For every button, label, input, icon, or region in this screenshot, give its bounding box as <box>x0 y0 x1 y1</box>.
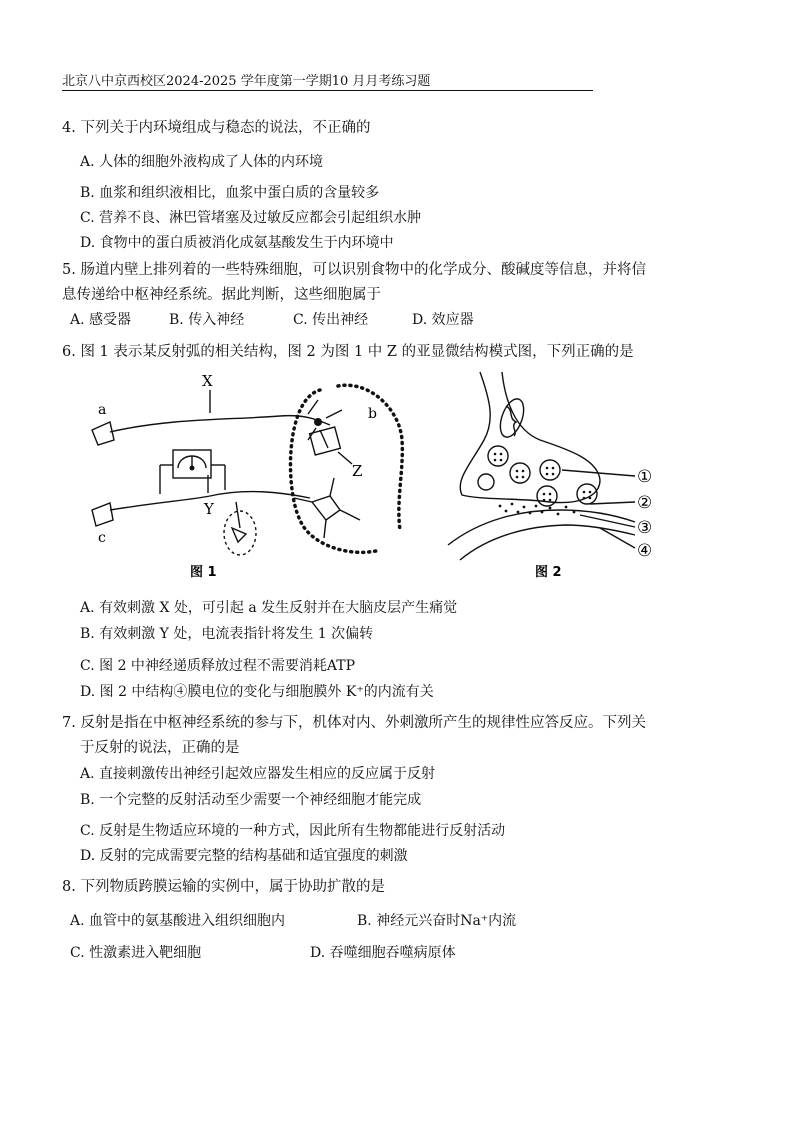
fig1-label-y: Y <box>204 500 214 518</box>
fig2-label-3: ③ <box>637 518 653 538</box>
q5-option-c: C. 传出神经 <box>293 312 369 328</box>
q6-option-d: D. 图 2 中结构④膜电位的变化与细胞膜外 K⁺的内流有关 <box>80 684 434 700</box>
fig2-label-4: ④ <box>637 541 653 561</box>
q4-stem: 4. 下列关于内环境组成与稳态的说法，不正确的 <box>62 120 371 136</box>
q8-options-row2 <box>0 946 793 964</box>
q5-option-b: B. 传入神经 <box>169 312 245 328</box>
q4-option-a: A. 人体的细胞外液构成了人体的内环境 <box>80 154 324 170</box>
fig1-label-z: Z <box>352 462 363 480</box>
q6-option-c: C. 图 2 中神经递质释放过程不需要消耗ATP <box>80 658 356 674</box>
q5-option-d: D. 效应器 <box>412 312 474 328</box>
q8-option-c: C. 性激素进入靶细胞 <box>70 945 202 961</box>
q8-stem: 8. 下列物质跨膜运输的实例中，属于协助扩散的是 <box>62 879 385 895</box>
q4-option-c: C. 营养不良、淋巴管堵塞及过敏反应都会引起组织水肿 <box>80 210 422 226</box>
q7-stem-line2: 于反射的说法，正确的是 <box>80 740 240 756</box>
q7-option-d: D. 反射的完成需要完整的结构基础和适宜强度的刺激 <box>80 848 408 864</box>
q5-option-a: A. 感受器 <box>70 312 132 328</box>
q7-stem-line1: 7. 反射是指在中枢神经系统的参与下，机体对内、外刺激所产生的规律性应答反应。下列关 <box>62 715 646 731</box>
figure-2-synapse <box>440 370 690 585</box>
fig1-label-a: a <box>98 402 107 418</box>
q8-options-row1 <box>0 914 793 932</box>
q4-option-b: B. 血浆和组织液相比，血浆中蛋白质的含量较多 <box>80 185 380 201</box>
fig2-label-1: ① <box>637 467 653 487</box>
q5-options <box>0 313 793 331</box>
exam-header: 北京八中京西校区2024-2025 学年度第一学期10 月月考练习题 <box>62 70 593 91</box>
q8-option-d: D. 吞噬细胞吞噬病原体 <box>310 945 456 961</box>
figure-1-reflex-arc <box>80 370 420 585</box>
q7-option-b: B. 一个完整的反射活动至少需要一个神经细胞才能完成 <box>80 792 422 808</box>
q6-option-a: A. 有效刺激 X 处，可引起 a 发生反射并在大脑皮层产生痛觉 <box>80 600 458 616</box>
fig1-label-b: b <box>368 406 377 422</box>
q8-option-a: A. 血管中的氨基酸进入组织细胞内 <box>70 913 286 929</box>
q8-option-b: B. 神经元兴奋时Na⁺内流 <box>357 913 517 929</box>
q4-option-d: D. 食物中的蛋白质被消化成氨基酸发生于内环境中 <box>80 235 394 251</box>
q5-stem-line1: 5. 肠道内壁上排列着的一些特殊细胞，可以识别食物中的化学成分、酸碱度等信息，并将信 <box>62 262 646 278</box>
fig2-label-2: ② <box>637 493 653 513</box>
fig1-caption: 图 1 <box>190 565 217 580</box>
fig2-caption: 图 2 <box>535 565 562 580</box>
q5-stem-line2: 息传递给中枢神经系统。据此判断，这些细胞属于 <box>62 287 381 303</box>
fig1-label-x: X <box>202 372 213 390</box>
fig1-label-c: c <box>98 530 106 546</box>
q7-option-c: C. 反射是生物适应环境的一种方式，因此所有生物都能进行反射活动 <box>80 823 506 839</box>
q7-option-a: A. 直接刺激传出神经引起效应器发生相应的反应属于反射 <box>80 766 436 782</box>
q6-option-b: B. 有效刺激 Y 处，电流表指针将发生 1 次偏转 <box>80 626 374 642</box>
q6-stem: 6. 图 1 表示某反射弧的相关结构，图 2 为图 1 中 Z 的亚显微结构模式图，下列正确的是 <box>62 344 634 360</box>
